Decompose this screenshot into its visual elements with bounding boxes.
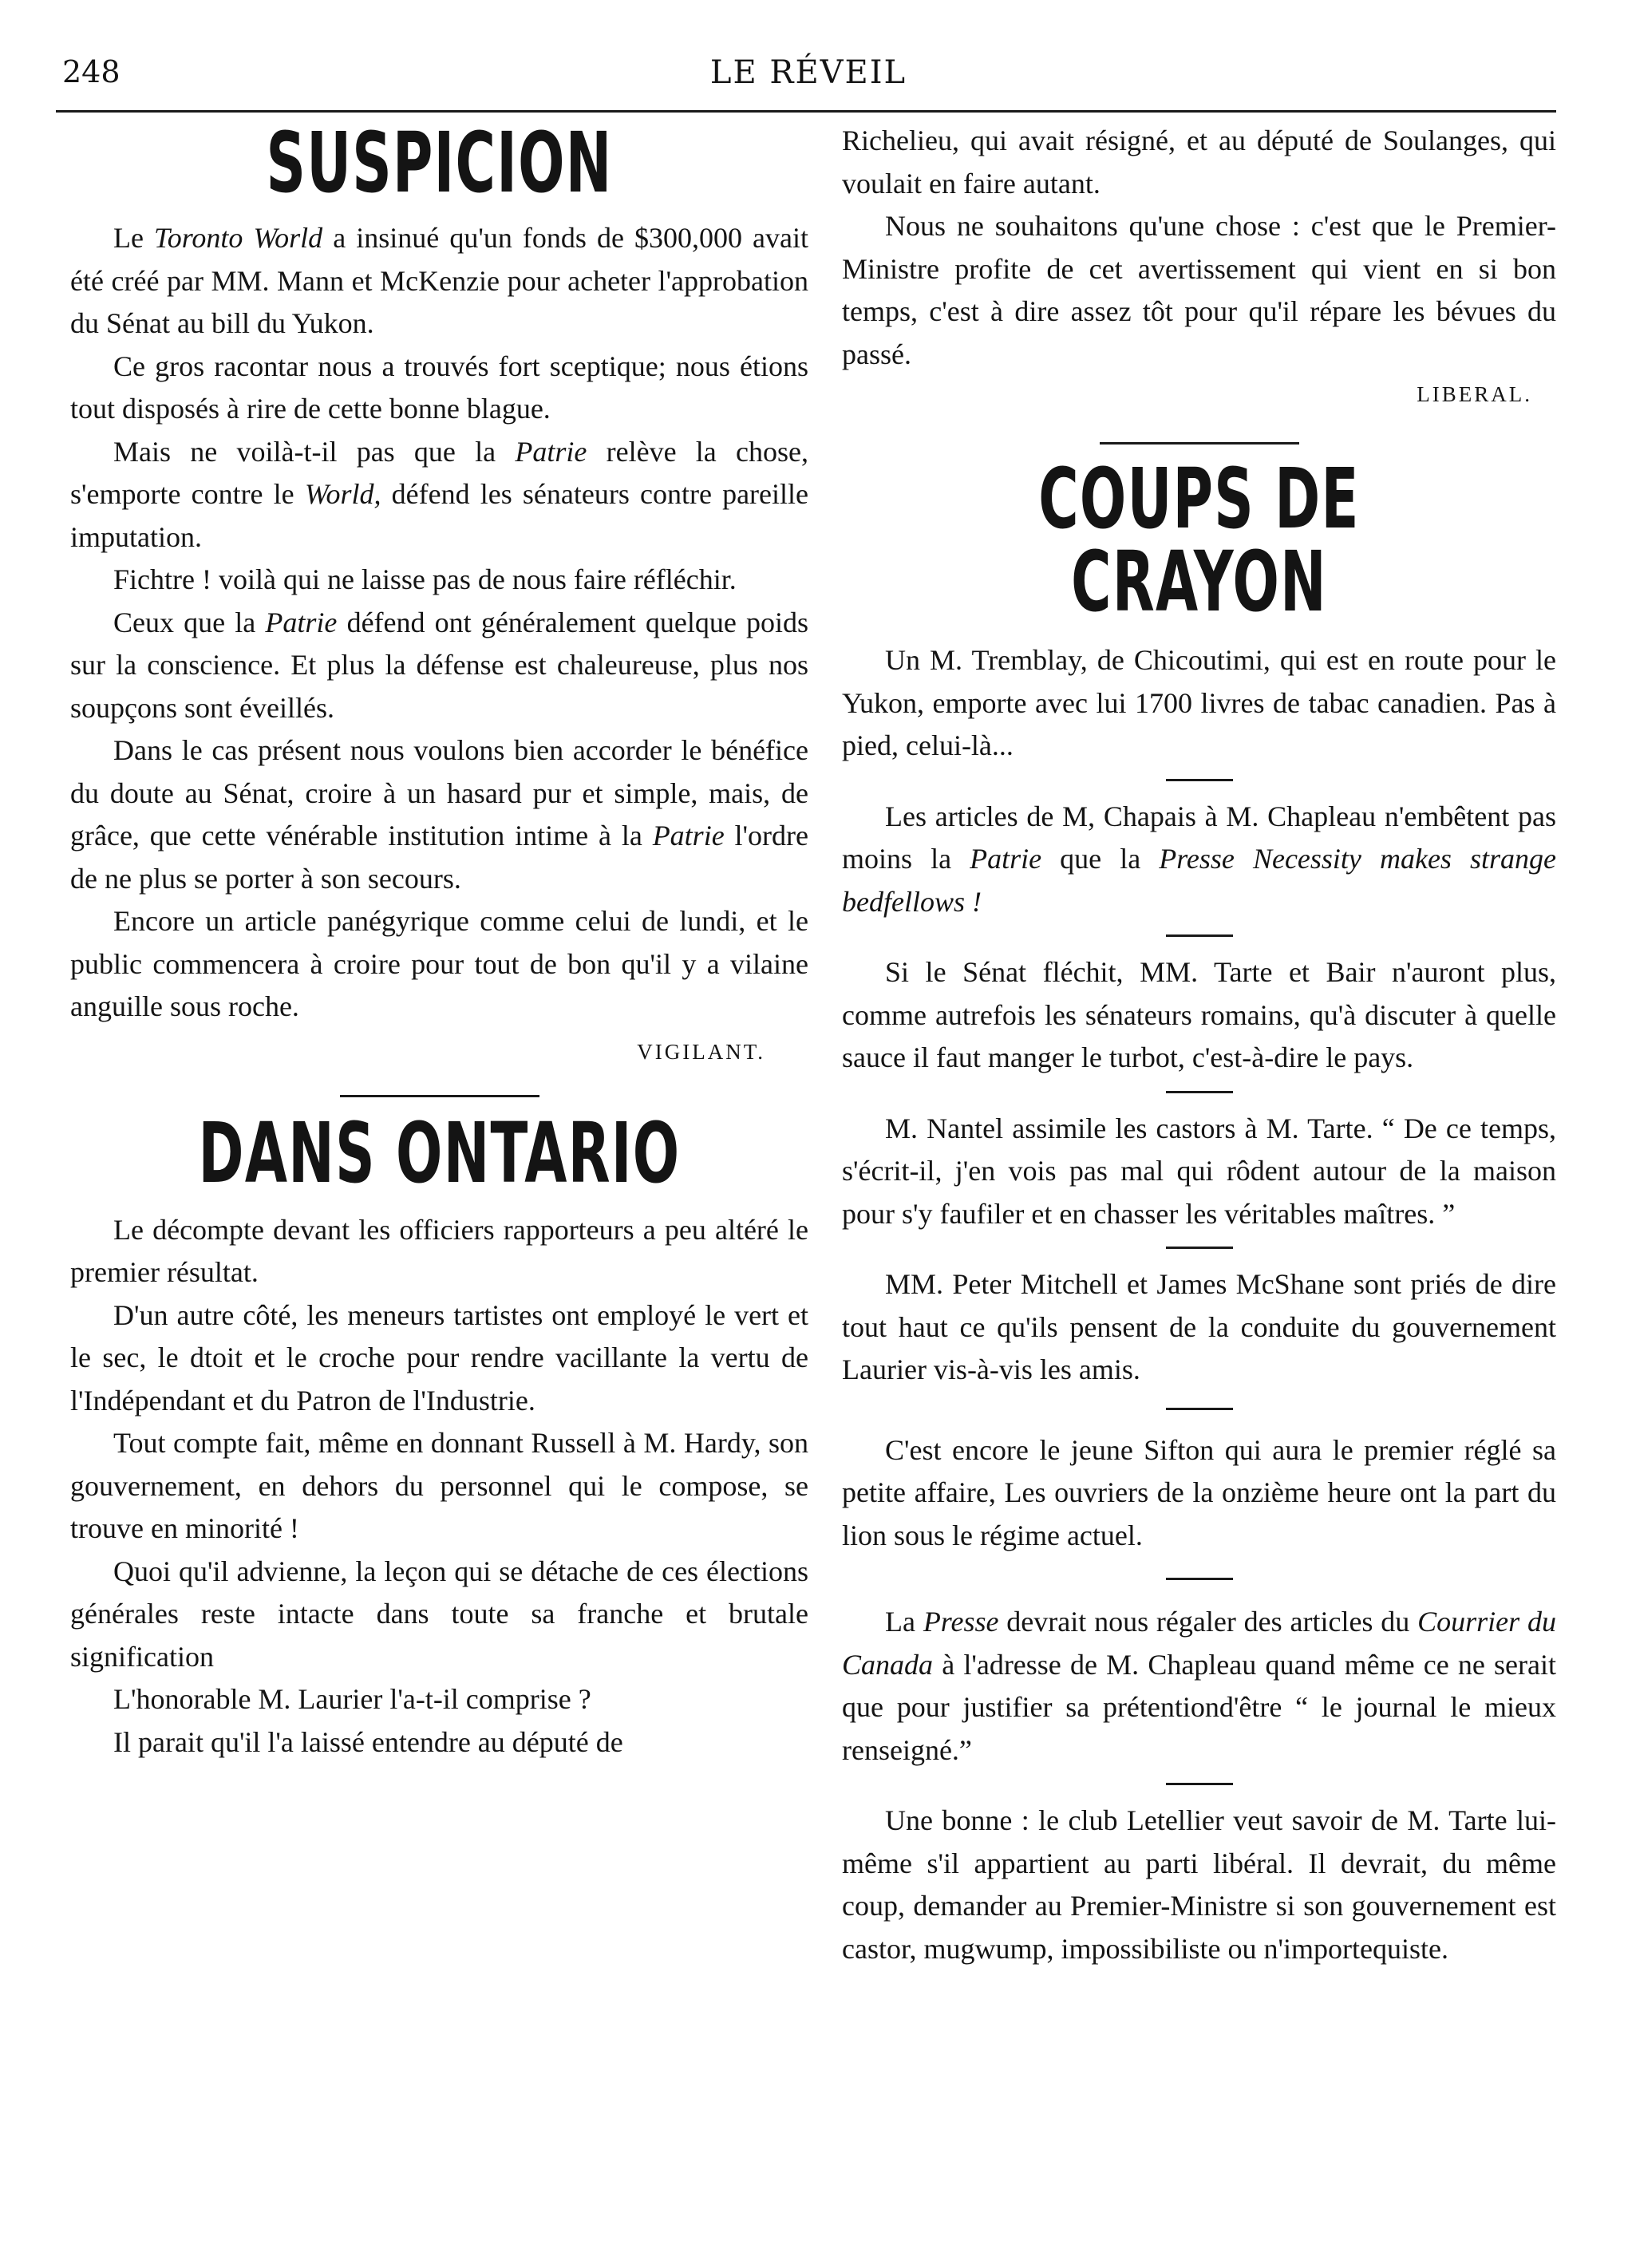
paragraph: Ce gros racontar nous a trouvés fort sceptique; nous étions tout disposés à rire de cette bonne blague.	[70, 350, 808, 425]
signature-liberal: LIBERAL.	[1417, 382, 1532, 406]
headline-suspicion: SUSPICION	[266, 114, 613, 211]
headline-coups-de-crayon: COUPS DE CRAYON	[1038, 450, 1360, 630]
article-divider	[340, 1095, 539, 1097]
paragraph: Ceux que la Patrie défend ont généralement quelque poids sur la conscience. Et plus la défense est chaleureuse, plus nos soupçons sont éveillés.	[70, 606, 808, 724]
entry-separator	[1166, 934, 1233, 937]
crayon-entry: Un M. Tremblay, de Chicoutimi, qui est en route pour le Yukon, emporte avec lui 1700 livres de tabac canadien. Pas à pied, celui-là...	[842, 644, 1556, 761]
headline-dans-ontario: DANS ONTARIO	[198, 1104, 681, 1202]
entry-separator	[1166, 1408, 1233, 1410]
article-coups-de-crayon	[842, 450, 1556, 1970]
crayon-entry: La Presse devrait nous régaler des articles du Courrier du Canada à l'adresse de M. Chapleau quand même ce ne serait que pour justifier sa prétentiond'être “ le journal le mieux renseigné.”	[842, 1606, 1556, 1766]
crayon-entry: MM. Peter Mitchell et James McShane sont priés de dire tout haut ce qu'ils pensent de la conduite du gouvernement Laurier vis-à-vis les amis.	[842, 1268, 1556, 1385]
paragraph: Le décompte devant les officiers rapporteurs a peu altéré le premier résultat.	[70, 1213, 808, 1288]
entry-separator	[1166, 1578, 1233, 1580]
paragraph: Il parait qu'il l'a laissé entendre au député de	[113, 1725, 623, 1758]
article-suspicion	[70, 114, 808, 1065]
paragraph: Fichtre ! voilà qui ne laisse pas de nous faire réfléchir.	[113, 563, 737, 595]
paragraph: Mais ne voilà-t-il pas que la Patrie relève la chose, s'emporte contre le World, défend les sénateurs contre pareille imputation.	[70, 435, 808, 553]
paragraph: L'honorable M. Laurier l'a-t-il comprise ?	[113, 1683, 591, 1715]
paragraph: Tout compte fait, même en donnant Russell à M. Hardy, son gouvernement, en dehors du personnel qui le compose, se trouve en minorité !	[70, 1427, 808, 1544]
entry-separator	[1166, 1783, 1233, 1785]
article-divider	[1100, 442, 1299, 445]
paragraph: Le Toronto World a insinué qu'un fonds de $300,000 avait été créé par MM. Mann et McKenzie pour acheter l'approbation du Sénat au bill du Yukon.	[70, 222, 808, 339]
article-dans-ontario	[70, 1104, 808, 1764]
paragraph: Dans le cas présent nous voulons bien accorder le bénéfice du doute au Sénat, croire à un hasard pur et simple, mais, de grâce, que cette vénérable institution intime à la Patrie l'ordre de ne plus se porter à son secours.	[70, 734, 808, 895]
signature-vigilant: VIGILANT.	[637, 1039, 765, 1064]
page-header	[62, 54, 1555, 102]
crayon-entry: Les articles de M, Chapais à M. Chapleau n'embêtent pas moins la Patrie que la Presse Necessity makes strange bedfellows !	[842, 800, 1556, 918]
entry-separator	[1166, 1247, 1233, 1249]
paragraph: D'un autre côté, les meneurs tartistes ont employé le vert et le sec, le dtoit et le croche pour rendre vacillante la vertu de l'Indépendant et du Patron de l'Industrie.	[70, 1298, 808, 1417]
crayon-entry: M. Nantel assimile les castors à M. Tarte. “ De ce temps, s'écrit-il, j'en vois pas mal qui rôdent autour de la maison pour s'y faufiler et en chasser les véritables maîtres. ”	[842, 1112, 1556, 1230]
entry-separator	[1166, 1091, 1233, 1093]
page-number: 248	[62, 54, 121, 89]
header-rule	[56, 110, 1556, 113]
paragraph: Nous ne souhaitons qu'une chose : c'est que le Premier-Ministre profite de cet avertissement qui vient en si bon temps, c'est à dire assez tôt pour qu'il répare les bévues du passé.	[842, 210, 1556, 370]
crayon-entry: C'est encore le jeune Sifton qui aura le premier réglé sa petite affaire, Les ouvriers de la onzième heure ont la part du lion sous le régime actuel.	[842, 1433, 1556, 1551]
paragraph: Encore un article panégyrique comme celui de lundi, et le public commencera à croire pour tout de bon qu'il y a vilaine anguille sous roche.	[70, 905, 808, 1022]
article-continuation	[842, 120, 1556, 407]
journal-title: LE RÉVEIL	[709, 54, 907, 91]
left-column	[70, 114, 808, 1764]
paragraph: Quoi qu'il advienne, la leçon qui se détache de ces élections générales reste intacte dans toute sa franche et brutale signification	[70, 1555, 808, 1673]
entry-separator	[1166, 779, 1233, 781]
paragraph: Richelieu, qui avait résigné, et au député de Soulanges, qui voulait en faire autant.	[842, 124, 1556, 200]
crayon-entry: Si le Sénat fléchit, MM. Tarte et Bair n'auront plus, comme autrefois les sénateurs romains, qu'à discuter à quelle sauce il faut manger le turbot, c'est-à-dire le pays.	[842, 956, 1556, 1073]
crayon-entry: Une bonne : le club Letellier veut savoir de M. Tarte lui-même s'il appartient au parti libéral. Il devrait, du même coup, demander au Premier-Ministre si son gouvernement est castor, mugwump, impossibiliste ou n'importequiste.	[842, 1804, 1556, 1965]
right-column	[842, 120, 1556, 1970]
